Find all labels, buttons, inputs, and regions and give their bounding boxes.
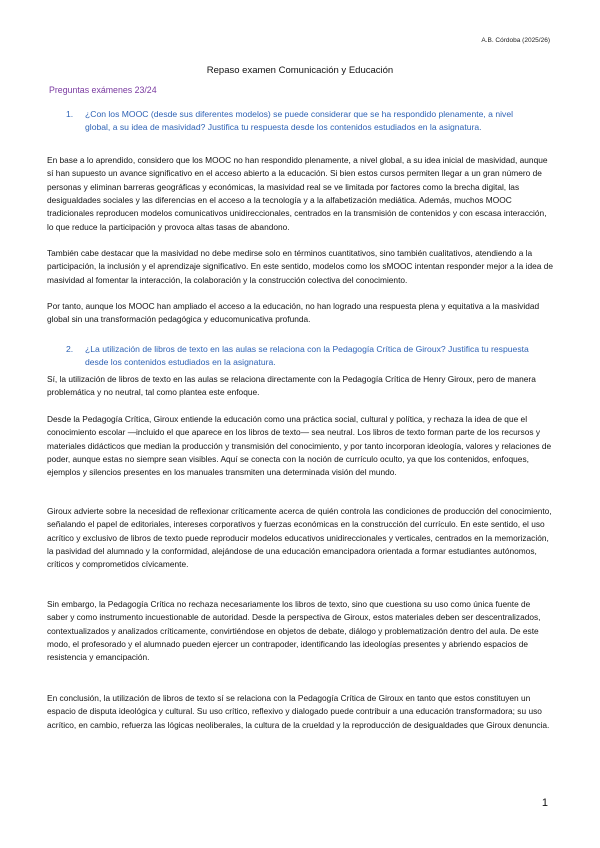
question-2 (66, 343, 536, 369)
page-number: 1 (541, 797, 548, 809)
question-2-text: ¿La utilización de libros de texto en las aulas se relaciona con la Pedagogía Crítica de Giroux? Justifica tu respuesta desde los contenidos estudiados en la asignatura. (85, 344, 529, 368)
question-1-text: ¿Con los MOOC (desde sus diferentes modelos) se puede considerar que se ha respondido plenamente, a nivel global, a su idea de masividad? Justifica tu respuesta desde los contenidos estudiados en la asignatura. (85, 109, 514, 133)
answer-1-paragraph-2: También cabe destacar que la masividad no debe medirse solo en términos cuantitativos, sino también cualitativos, atendiendo a la participación, la inclusión y el aprendizaje significativo. En este sentido, modelos como los sMOOC intentan responder mejor a la idea de masividad al fomentar la interacción, la colaboración y la construcción colectiva del conocimiento. (47, 248, 553, 285)
question-1 (66, 108, 536, 134)
answer-1-paragraph-1: En base a lo aprendido, considero que los MOOC no han respondido plenamente, a nivel global, a su idea inicial de masividad, aunque sí han supuesto un avance significativo en el acceso abierto a la educación. Si bien estos cursos permiten llegar a un gran número de personas y eliminan barreras geográficas y económicas, la masividad real se ve limitada por factores como la brecha digital, las desigualdades sociales y las diferencias en el acceso a la tecnología y a la alfabetización mediática. Además, muchos MOOC tradicionales reproducen modelos comunicativos unidireccionales, centrados en la transmisión de contenidos y con escasa interacción, lo que reduce la participación y provoca altas tasas de abandono. (47, 155, 548, 232)
author-header: A.B. Córdoba (2025/26) (481, 37, 550, 44)
answer-2-paragraph-2: Desde la Pedagogía Crítica, Giroux entiende la educación como una práctica social, cultural y política, y rechaza la idea de que el conocimiento escolar —incluido el que aparece en los libros de texto— sea neutral. Los libros de texto forman parte de los recursos y materiales didácticos que median la producción y transmisión del conocimiento, y por tanto incorporan ideología, valores y relaciones de poder, aunque estas no siempre sean visibles. Aquí se conecta con la noción de currículo oculto, ya que los contenidos, enfoques, ejemplos y silencios presentes en los manuales transmiten una determinada visión del mundo. (47, 414, 552, 478)
document-title: Repaso examen Comunicación y Educación (206, 65, 394, 76)
question-2-number: 2. (66, 344, 74, 354)
answer-2-paragraph-5: En conclusión, la utilización de libros de texto sí se relaciona con la Pedagogía Crítica de Giroux en tanto que estos constituyen un espacio de disputa ideológica y cultural. Su uso crítico, reflexivo y dialogado puede contribuir a una educación transformadora; su uso acrítico, en cambio, refuerza las lógicas neoliberales, la cultura de la crueldad y la reproducción de desigualdades que Giroux denuncia. (47, 693, 550, 730)
answer-2-paragraph-3: Giroux advierte sobre la necesidad de reflexionar críticamente acerca de quién controla las condiciones de producción del conocimiento, señalando el papel de editoriales, intereses corporativos y fuerzas económicas en la construcción del currículo. En este sentido, el uso acrítico y exclusivo de libros de texto puede reproducir modelos educativos unidireccionales y verticales, centrados en la memorización, la pasividad del alumnado y la conformidad, alejándose de una educación emancipadora orientada a formar estudiantes autónomos, críticos y comprometidos cívicamente. (47, 506, 552, 570)
question-1-number: 1. (66, 109, 74, 119)
answer-2-paragraph-1: Sí, la utilización de libros de texto en las aulas se relaciona directamente con la Pedagogía Crítica de Henry Giroux, pero de manera problemática y no neutral, tal como plantea este enfoque. (47, 374, 536, 398)
answer-1-paragraph-3: Por tanto, aunque los MOOC han ampliado el acceso a la educación, no han logrado una respuesta plena y equitativa a la masividad global sin una transformación pedagógica y educomunicativa profunda. (47, 301, 540, 325)
answer-2-paragraph-4: Sin embargo, la Pedagogía Crítica no rechaza necesariamente los libros de texto, sino que cuestiona su uso como única fuente de saber y como instrumento incuestionable de autoridad. Desde la perspectiva de Giroux, estos materiales deben ser descentralizados, contextualizados y analizados críticamente, convirtiéndose en objetos de debate, diálogo y problematización dentro del aula. De este modo, el profesorado y el alumnado pueden ejercer un contrapoder, identificando las ideologías presentes y abriendo espacios de resistencia y emancipación. (47, 599, 541, 663)
section-heading: Preguntas exámenes 23/24 (49, 85, 157, 95)
